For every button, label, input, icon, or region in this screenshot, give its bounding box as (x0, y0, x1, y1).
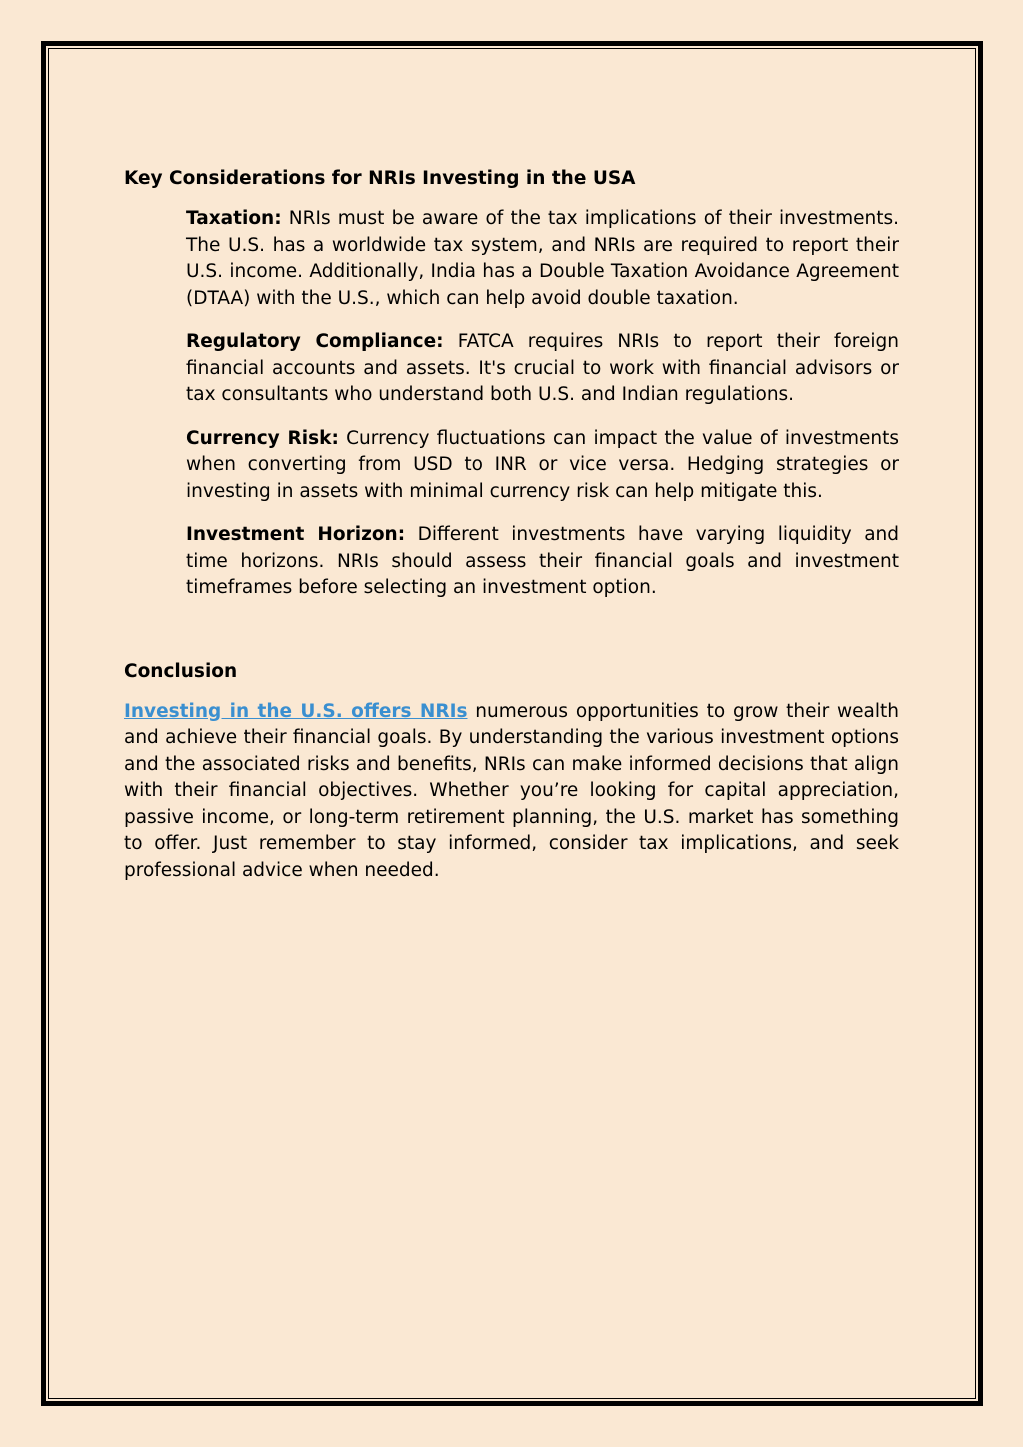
item-text: Currency fluctuations can impact the value of investments when converting from USD to INR or vice versa. Hedging strategies or investing in assets with minimal currency risk can help mitigate this. (186, 427, 899, 502)
consideration-regulatory-compliance (186, 329, 899, 409)
item-term: Currency Risk: (186, 427, 339, 449)
item-text: Different investments have varying liquidity and time horizons. NRIs should assess their financial goals and investment timeframes before selecting an investment option. (186, 524, 900, 598)
consideration-investment-horizon (186, 522, 899, 602)
item-term: Taxation: (186, 208, 282, 229)
section-heading: Key Considerations for NRIs Investing in the USA (124, 168, 636, 189)
document-content (124, 164, 899, 884)
conclusion-heading: Conclusion (124, 660, 238, 682)
consideration-currency-risk (186, 426, 899, 506)
item-term: Investment Horizon: (186, 524, 406, 545)
item-text: NRIs must be aware of the tax implications of their investments. The U.S. has a worldwide tax system, and NRIs are required to report their U.S. income. Additionally, India has a Double Taxation Avoidance Agreement (DTAA) with the U.S., which can help avoid double taxation. (186, 208, 899, 309)
investing-link[interactable]: Investing in the U.S. offers NRIs (124, 700, 468, 722)
item-text: FATCA requires NRIs to report their foreign financial accounts and assets. It's crucial to work with financial advisors or tax consultants who understand both U.S. and Indian regulations. (186, 331, 899, 405)
consideration-taxation (186, 206, 899, 312)
conclusion-body: numerous opportunities to grow their wealth and achieve their financial goals. By understanding the various investment options and the associated risks and benefits, NRIs can make informed decisions that align with their financial objectives. Whether you’re looking for capital appreciation, passive income, or long-term retirement planning, the U.S. market has something to offer. Just remember to stay informed, consider tax implications, and seek professional advice when needed. (124, 700, 899, 881)
conclusion-paragraph (124, 699, 899, 885)
item-term: Regulatory Compliance: (186, 331, 444, 352)
